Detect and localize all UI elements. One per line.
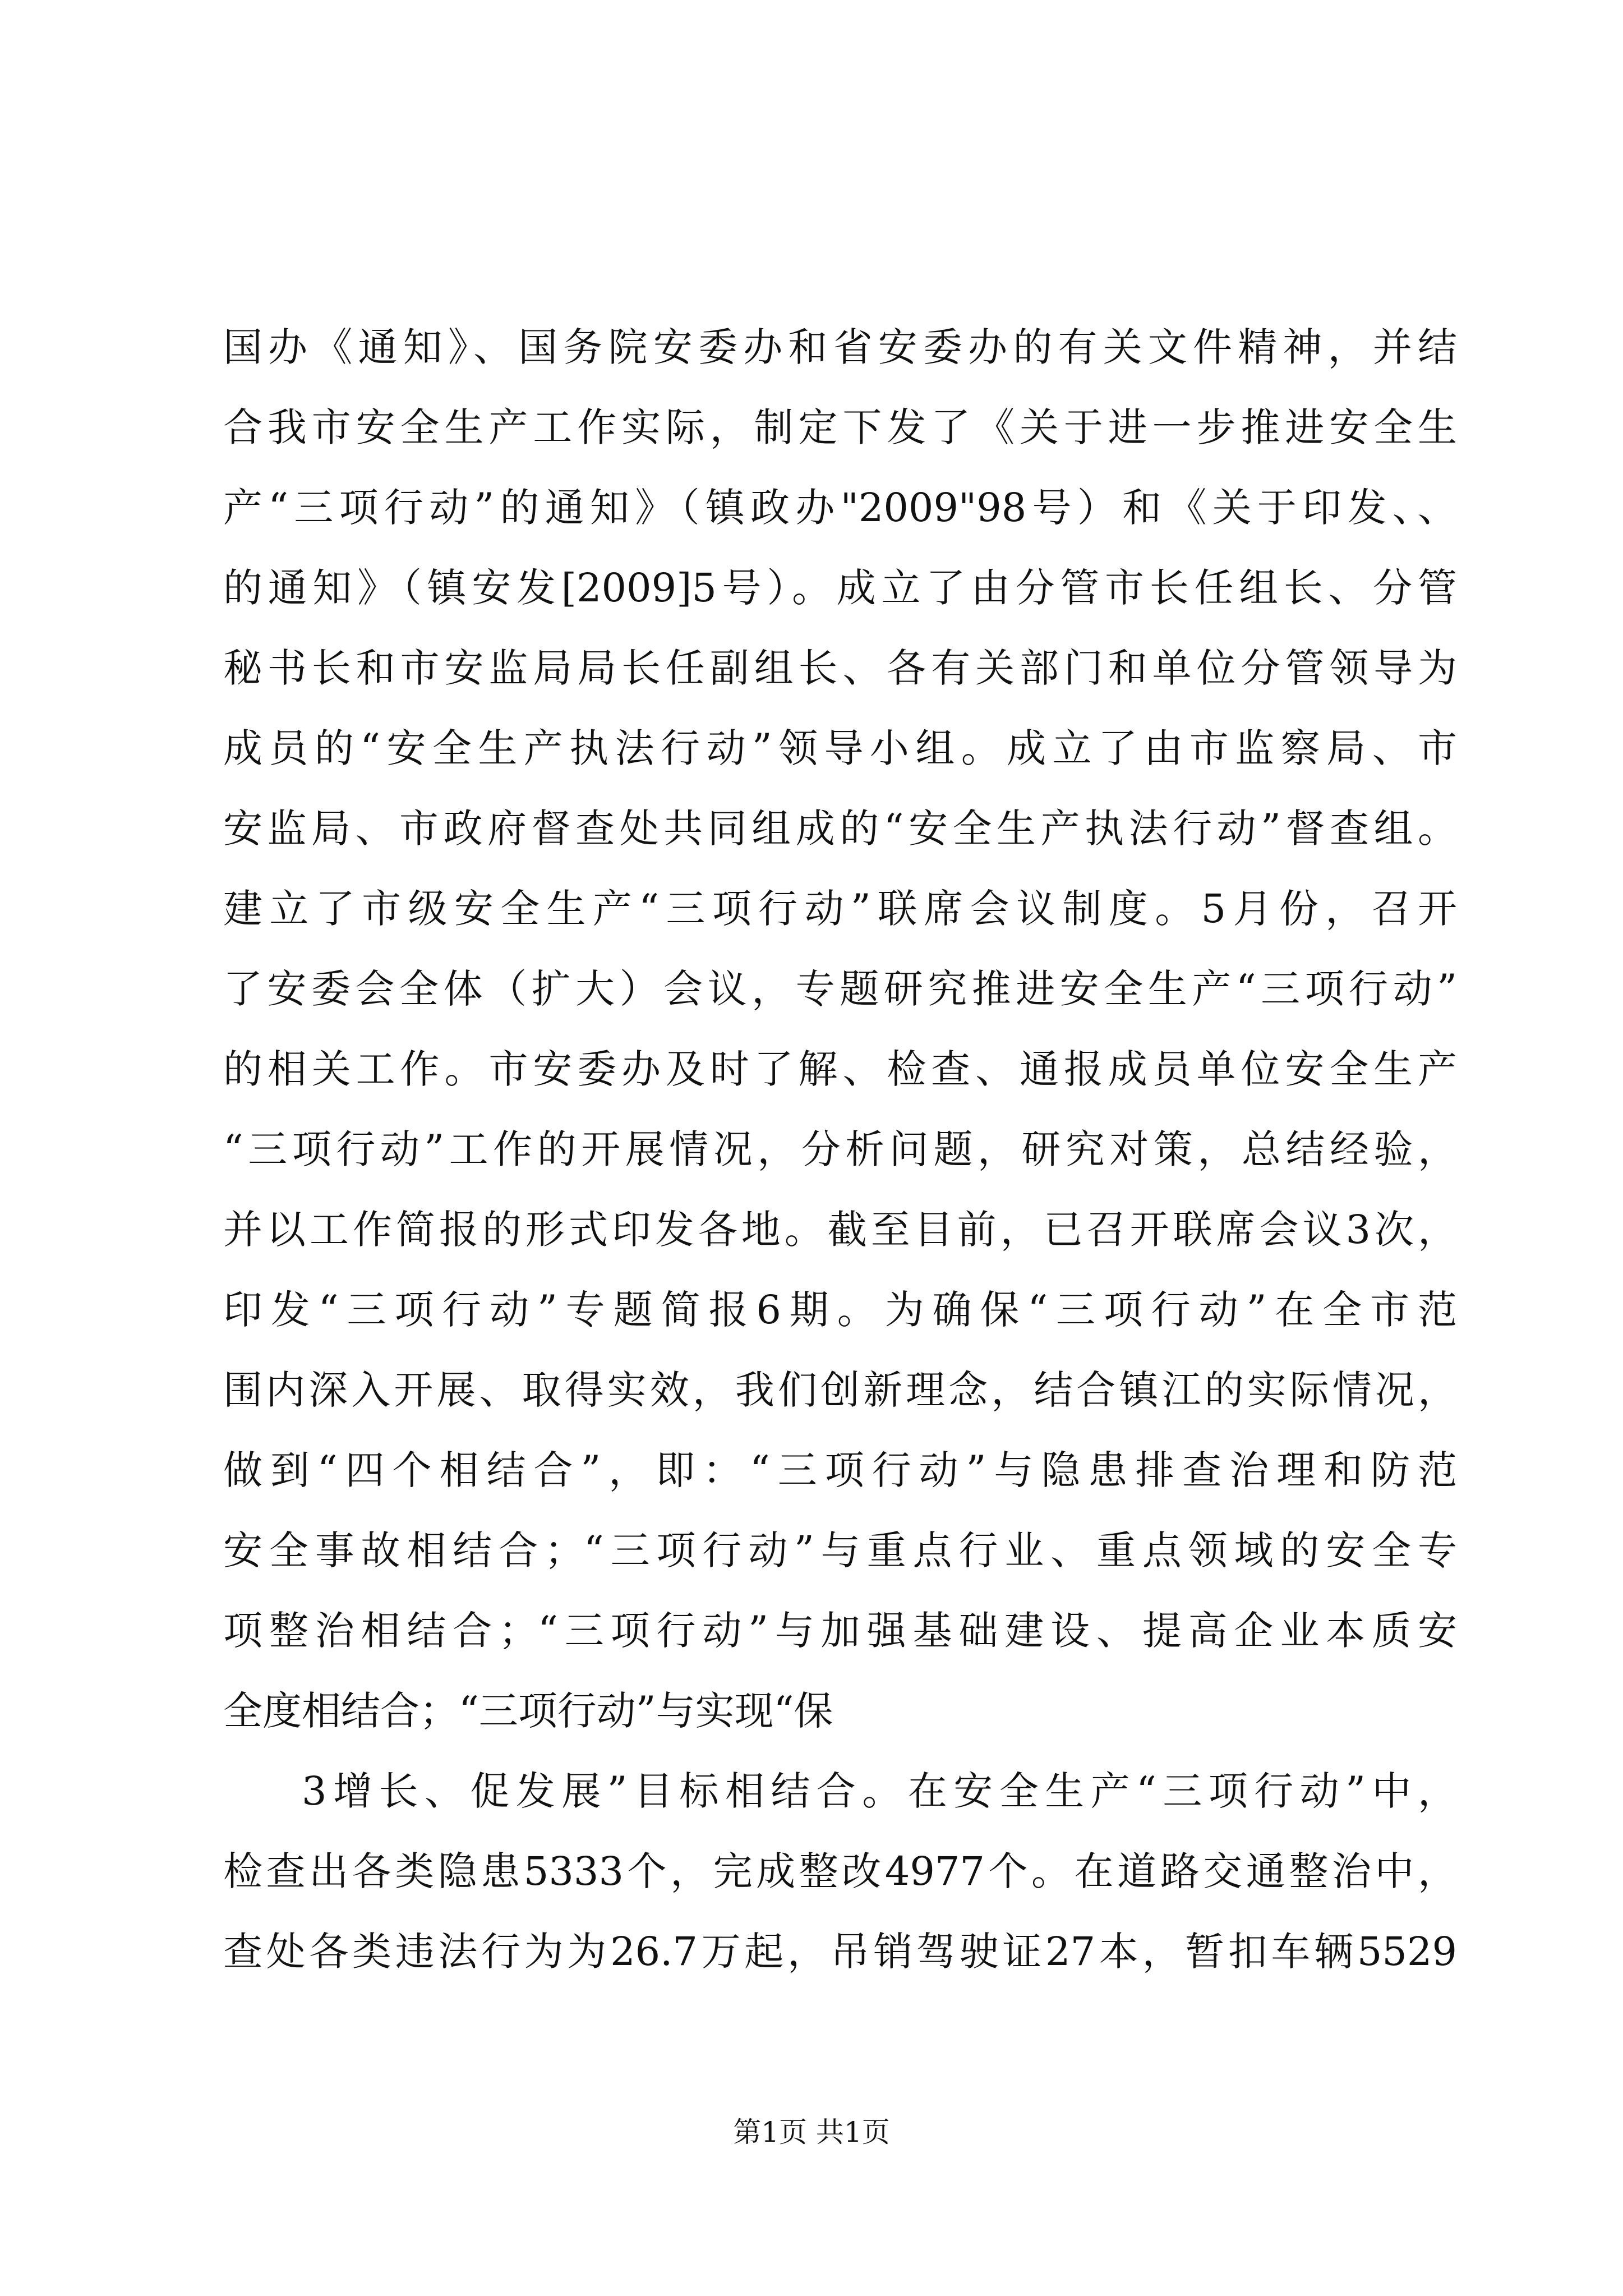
document-body xyxy=(223,307,1457,1992)
text-line: 做到“四个相结合”，即：“三项行动”与隐患排查治理和防范 xyxy=(223,1447,1457,1493)
text-line: 国办《通知》、国务院安委办和省安委办的有关文件精神，并结 xyxy=(223,324,1457,370)
text-line: 的相关工作。市安委办及时了解、检查、通报成员单位安全生产 xyxy=(223,1046,1457,1092)
text-line: 安监局、市政府督查处共同组成的“安全生产执法行动”督查组。 xyxy=(223,806,1457,852)
page-footer: 第1页 共1页 xyxy=(733,2116,890,2148)
text-line: 成员的“安全生产执法行动”领导小组。成立了由市监察局、市 xyxy=(223,725,1457,771)
text-line: 建立了市级安全生产“三项行动”联席会议制度。5月份，召开 xyxy=(223,886,1457,932)
text-line: 合我市安全生产工作实际，制定下发了《关于进一步推进安全生 xyxy=(223,404,1457,450)
text-line-last: 全度相结合；“三项行动”与实现“保 xyxy=(223,1688,833,1734)
text-line: 项整治相结合；“三项行动”与加强基础建设、提高企业本质安 xyxy=(223,1608,1457,1654)
text-line: 的通知》（镇安发[2009]5号）。成立了由分管市长任组长、分管 xyxy=(223,565,1457,611)
text-line: 产“三项行动”的通知》（镇政办"2009"98号）和《关于印发、、 xyxy=(223,485,1457,531)
text-line: 并以工作简报的形式印发各地。截至目前，已召开联席会议3次， xyxy=(223,1207,1457,1253)
text-line: 围内深入开展、取得实效，我们创新理念，结合镇江的实际情况， xyxy=(223,1367,1457,1413)
paragraph-first-line: 3增长、促发展”目标相结合。在安全生产“三项行动”中， xyxy=(302,1768,1457,1814)
text-line: 查处各类违法行为为26.7万起，吊销驾驶证27本，暂扣车辆5529 xyxy=(223,1929,1457,1975)
text-line: “三项行动”工作的开展情况，分析问题，研究对策，总结经验， xyxy=(223,1126,1457,1172)
text-line: 秘书长和市安监局局长任副组长、各有关部门和单位分管领导为 xyxy=(223,645,1457,691)
text-line: 了安委会全体（扩大）会议，专题研究推进安全生产“三项行动” xyxy=(223,966,1457,1012)
text-line: 印发“三项行动”专题简报6期。为确保“三项行动”在全市范 xyxy=(223,1287,1457,1333)
text-line: 安全事故相结合；“三项行动”与重点行业、重点领域的安全专 xyxy=(223,1527,1457,1573)
text-line: 检查出各类隐患5333个，完成整改4977个。在道路交通整治中， xyxy=(223,1848,1457,1894)
